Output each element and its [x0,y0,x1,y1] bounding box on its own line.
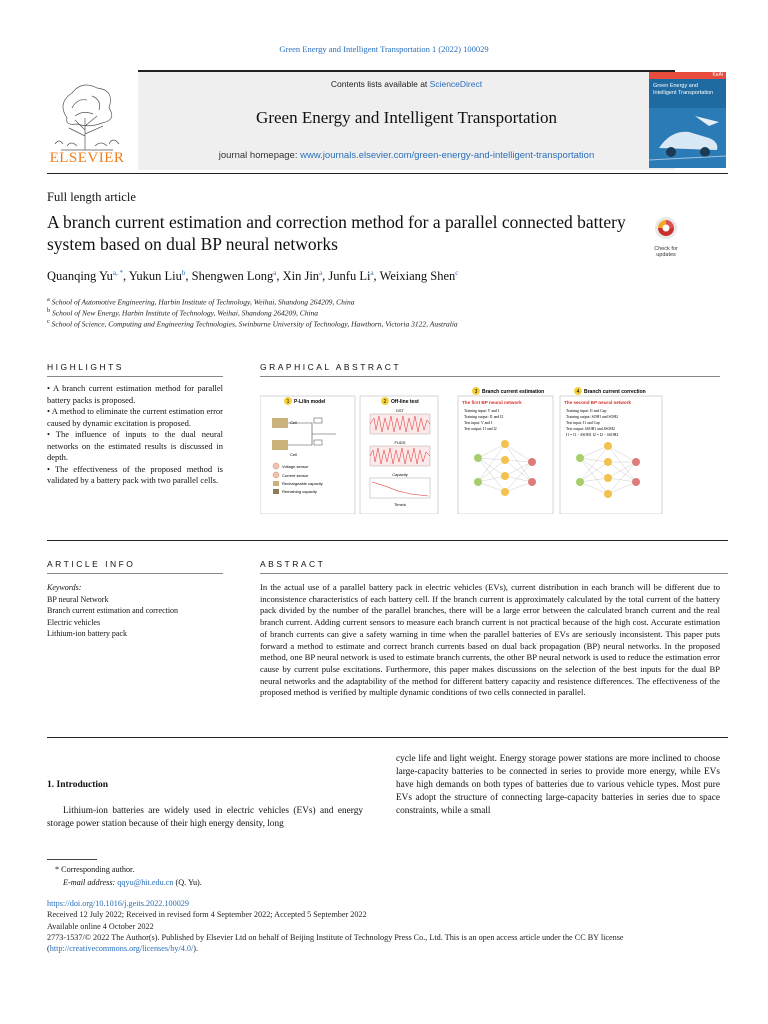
battery-cell-icon [272,418,288,428]
journal-title: Green Energy and Intelligent Transportation [256,108,557,127]
email-suffix: (Q. Yu). [173,878,202,887]
ga-net-line: Test output: δSOH1 and δSOH2 [566,427,615,431]
ga-panel-title: Branch current correction [584,389,646,395]
contents-line [138,79,675,89]
keywords-label: Keywords: [47,583,82,592]
highlights-list [47,383,223,487]
keywords-block [47,582,227,640]
journal-cover[interactable] [649,72,726,168]
ga-panel-number: 2 [383,399,387,405]
fuds-plot [370,446,430,466]
license-suffix: ). [193,944,199,954]
license-statement [47,932,728,955]
keyword: Electric vehicles [47,617,101,627]
cell-label: Cell [290,420,297,425]
author-name: Yukun Liu [128,269,182,284]
rechargeable-capacity-swatch [273,481,279,486]
ga-panel-estimation [458,396,553,514]
ga-test-label: FUDS [394,440,406,445]
cover-vehicle-graphic [649,108,726,168]
ga-net-line: Training output: SOH1 and SOH2 [566,415,618,419]
abstract-heading: ABSTRACT [260,559,326,569]
contents-prefix: Contents lists available at [330,79,430,89]
graphical-abstract-rule [260,376,720,377]
available-online: Available online 4 October 2022 [47,921,154,931]
graphical-abstract-heading: GRAPHICAL ABSTRACT [260,362,402,372]
author-name: Quanqing Yu [47,269,113,284]
ga-panel-number: 4 [576,389,580,395]
email-label: E-mail address: [63,878,118,887]
publication-footer [47,898,728,954]
highlights-rule [47,376,223,377]
author[interactable] [283,269,323,283]
ga-panel-number: 3 [474,389,478,395]
resistor-icon [314,418,322,423]
corresponding-label: Corresponding author. [61,865,135,874]
highlight-item: • A method to eliminate the current estimation error caused by dynamic excitation is proposed. [47,406,223,428]
author[interactable] [129,269,186,283]
author-affil-mark[interactable]: c [455,269,459,277]
affiliation [47,307,318,318]
article-info-rule [47,573,223,574]
ga-net-line: Training output: I1 and I2 [464,415,504,419]
author-name: Shengwen Long [191,269,274,284]
author-name: Xin Jin [282,269,320,284]
ga-net-line: Test output: I1 and I2 [464,427,497,431]
highlight-item: • The effectiveness of the proposed method is validated by a battery pack with two parallel cells. [47,463,223,485]
ga-panel-number: 1 [286,399,290,405]
cover-title: Green Energy and Intelligent Transportation [653,83,714,96]
ga-panel-title: P-Lilin model [294,399,326,405]
ga-net-title: The second BP neural network [564,400,632,405]
affiliation [47,318,458,329]
affiliation [47,296,355,307]
footnote-rule [47,859,97,860]
author[interactable] [192,269,277,283]
affiliation-mark: a [47,296,50,303]
highlight-item: • The influence of inputs to the dual neural networks on the estimated results is discussed in depth. [47,429,223,462]
check-for-updates-label: Check for updates [654,246,678,258]
footnote-mark: * [55,865,60,874]
keyword: Branch current estimation and correction [47,606,179,615]
abstract-rule [260,573,728,574]
ga-panel-model [260,396,355,514]
graphical-abstract-figure[interactable] [260,378,720,514]
ga-net-line: Test input: V and I [464,421,493,425]
masthead-rule [47,173,728,174]
author-affil-mark[interactable]: a [319,269,323,277]
elsevier-wordmark: ELSEVIER [49,150,125,166]
remaining-capacity-swatch [273,489,279,494]
check-for-updates-badge[interactable] [648,215,684,257]
cell-label: Cell [290,452,297,457]
author[interactable] [47,269,123,283]
affiliation-text: School of New Energy, Harbin Institute of Technology, Weihai, Shandong 264209, China [52,308,319,318]
homepage-line [138,150,675,161]
author[interactable] [380,269,459,283]
author-list: Quanqing $Yu^{a, *}$, Yukun Liu$^b$, Shengwen Long$^a$, Xin Jin$^a$, Junfu Li$^a$, Weixiang Shen$^c$ [47,269,459,284]
homepage-prefix: journal homepage: [218,150,301,161]
check-for-updates-icon [648,215,684,241]
masthead [47,70,728,168]
article-info-heading: ARTICLE INFO [47,559,136,569]
author-name: Junfu Li [328,269,371,284]
ga-net-line: Test input: I1 and Cap [566,421,600,425]
author-affil-mark[interactable]: a [273,269,277,277]
running-header[interactable]: Green Energy and Intelligent Transportation 1 (2022) 100029 [279,44,489,54]
article-title: A branch current estimation and correction method for a parallel connected battery system based on dual BP neural networks [47,212,626,254]
affiliation-mark: b [47,307,51,314]
email-link[interactable]: qqyu@hit.edu.cn [117,878,174,887]
ga-net-line: Training input: I1 and Cap [566,409,607,413]
intro-right-column: cycle life and light weight. Energy storage power stations are more inclined to choose large-capacity batteries to be connected in series to provide more energy, while EVs have high demands on both types of batteries due to various vehicle types. Most pure EVs adopt the structure of connecting large-capacity batteries in series due to space constraints, while a small [396,754,720,816]
ga-net-title: The first BP neural network [462,400,522,405]
sciencedirect-link[interactable]: ScienceDirect [429,79,483,89]
keyword: BP neural Network [47,594,109,604]
ga-panel-title: Off-line test [391,399,419,405]
affiliation-text: School of Science, Computing and Engineering Technologies, Swinburne University of Technology, Hawthorn, Victoria 3122, Australia [51,319,458,329]
article-type: Full length article [47,190,136,204]
ga-legend-label: Remaining capacity [282,489,317,494]
section-rule [47,737,728,738]
keyword: Lithium-ion battery pack [47,629,127,638]
ga-test-label: DST [396,408,404,413]
ga-net-line: I1 = I1 − δSOH1 I2 = I2 − δSOH2 [566,433,619,437]
license-link[interactable]: http://creativecommons.org/licenses/by/4.0/ [49,944,194,954]
author-affil-mark[interactable]: a [370,269,374,277]
email-note [63,878,202,887]
current-sensor-icon [273,472,279,478]
ga-axis-label: Time/s [394,502,406,507]
affiliation-mark: c [47,318,50,325]
ga-panel-title: Branch current estimation [482,389,545,395]
corresponding-author-note [55,865,134,874]
ga-test-label: Capacity [392,472,408,477]
highlight-item: • A branch current estimation method for parallel battery packs is proposed. [47,383,223,405]
affiliation-text: School of Automotive Engineering, Harbin Institute of Technology, Weihai, Shandong 264209, China [51,297,355,307]
resistor-icon [314,440,322,445]
ga-net-line: Training input: V and I [464,409,499,413]
voltage-sensor-icon [273,463,279,469]
abstract-text: In the actual use of a parallel battery pack in electric vehicles (EVs), current distribution in each branch will be different due to inconsistence characteristics of each battery cell. If the branch current is approximately calculated by the total current of the battery pack divided by the number of the parallel branches, there will be a large error between the calculated branch current and the real branch current. Adding current sensors to measure each branch current is not practical because of the high cost. Accurate estimation of branch currents can give a safety warning in time when the parallel batteries of EVs are seriously inconsistent. This paper puts forward a method to estimate and correct branch currents based on dual back propagation (BP) neural networks. In the proposed method, one BP neural network is used to estimate branch currents, the other BP neural network is used to reduce the estimation error cause by current pulse excitations. Furthermore, this paper makes discussions on the selection of the best inputs for the dual BP neural networks and the adaptability of the method for different battery capacity and resistence differences. The effectiveness of the proposed method is verified by multiple dynamic conditions of two cells connected in parallel. [260,582,720,698]
license-text: 2773-1537/© 2022 The Author(s). Published by Elsevier Ltd on behalf of Beijing Institute of Technology Press Co., Ltd. This is an open access article under the CC BY license ( [47,932,624,954]
homepage-link[interactable]: www.journals.elsevier.com/green-energy-and-intelligent-transportation [300,150,595,161]
ga-legend-label: Current sensor [282,473,309,478]
doi-link[interactable]: https://doi.org/10.1016/j.geits.2022.100029 [47,899,189,908]
author-affil-mark[interactable]: a, * [112,269,123,277]
cover-brand: KeAi [712,72,723,78]
highlights-heading: HIGHLIGHTS [47,362,124,372]
author-affil-mark[interactable]: b [181,269,186,277]
received-dates: Received 12 July 2022; Received in revised form 4 September 2022; Accepted 5 September 2022 [47,910,367,920]
author-name: Weixiang Shen [379,269,456,284]
section-rule [47,540,728,541]
intro-heading: 1. Introduction [47,780,109,790]
ga-legend-label: Rechargeable capacity [282,481,323,486]
ga-legend-label: Voltage sensor [282,464,309,469]
battery-cell-icon [272,440,288,450]
intro-left-column: Lithium-ion batteries are widely used in electric vehicles (EVs) and energy storage power station because of their high energy density, long [47,806,363,829]
author[interactable] [328,269,373,283]
